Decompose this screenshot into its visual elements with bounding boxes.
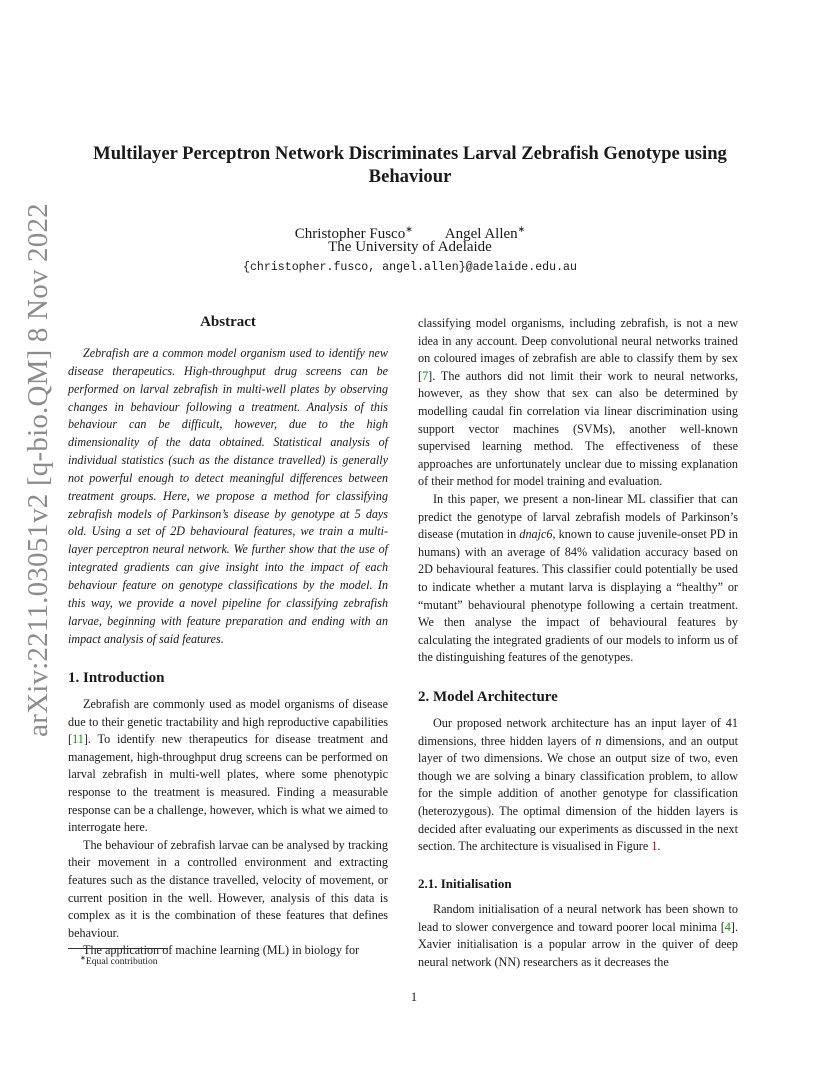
paragraph: classifying model organisms, including zebrafish, is not a new idea in any account. Deep convolutional neural networks trained on coloured images of zebrafish are able to classify them by sex [7]. The authors did not limit their work to neural networks, however, as they show that sex can also be determined by modelling caudal fin correlation via linear discrimination using support vector machines (SVMs), another well-known supervised learning method. The effectiveness of these approaches are unfortunately unclear due to missing explanation of their method for model training and evaluation.	[418, 316, 738, 489]
abstract-body	[68, 345, 388, 648]
author-mark: ∗	[517, 224, 526, 234]
subsection-heading-initialisation: 2.1. Initialisation	[418, 876, 512, 891]
abstract-text: Zebrafish are a common model organism used to identify new disease therapeutics. High-throughput drug screens can be performed on larval zebrafish in multi-well plates by observing changes in behaviour following a treatment. Analysis of this behaviour can be difficult, however, due to the high dimensionality of the data obtained. Statistical analysis of individual statistics (such as the distance travelled) is generally not powerful enough to detect meaningful differences between treatment groups. Here, we propose a method for classifying zebrafish models of Parkinson’s disease by genotype at 5 days old. Using a set of 2D behavioural features, we train a multi-layer perceptron neural network. We further show that the use of integrated gradients can give insight into the impact of each behaviour feature on genotype classifications by the model. In this way, we provide a novel pipeline for classifying zebrafish larvae, beginning with feature preparation and ending with an impact analysis of said features.	[68, 346, 388, 646]
paragraph: Random initialisation of a neural network has been shown to lead to slower convergence and toward poorer local minima [4]. Xavier initialisation is a popular arrow in the quiver of deep neural network (NN) researchers as it decreases the	[418, 902, 738, 969]
citation-link[interactable]: 7	[422, 368, 429, 383]
abstract-heading: Abstract	[200, 314, 256, 330]
paragraph: In this paper, we present a non-linear ML classifier that can predict the genotype of larval zebrafish models of Parkinson’s disease (mutation in dnajc6, known to cause juvenile-onset PD in humans) with an average of 84% validation accuracy based on 2D behavioural features. This classifier could potentially be used to indicate whether a mutant larva is displaying a “healthy” or “mutant” behavioural phenotype following a certain treatment. We then analyse the impact of behavioural features by calculating the integrated gradients of our models to inform us of the distinguishing features of the genotypes.	[418, 491, 738, 665]
paper-title: Multilayer Perceptron Network Discriminates Larval Zebrafish Genotype using Behaviour	[93, 143, 727, 187]
arxiv-stamp: arXiv:2211.03051v2 [q-bio.QM] 8 Nov 2022	[22, 203, 54, 737]
affiliation: The University of Adelaide	[328, 239, 492, 255]
author-mark: ∗	[405, 224, 413, 234]
footnote: ∗Equal contribution	[80, 954, 158, 967]
paragraph: The behaviour of zebrafish larvae can be analysed by tracking their movement in a controlled environment and extracting features such as the distance travelled, velocity of movement, or current position in the well. However, analysis of this data is complex as it is the combination of these features that defines behaviour.	[68, 837, 388, 940]
right-column-body	[418, 315, 738, 667]
paragraph: Our proposed network architecture has an input layer of 41 dimensions, three hidden layers of n dimensions, and an output layer of two dimensions. We chose an output size of two, even though we are solving a binary classification problem, to allow for the simple addition of another genotype for classification (heterozygous). The optimal dimension of the hidden layers is decided after evaluating our experiments as discussed in the next section. The architecture is visualised in Figure 1.	[418, 716, 738, 854]
introduction-body	[68, 696, 388, 960]
author-name: Angel Allen	[444, 226, 518, 242]
model-architecture-body	[418, 715, 738, 856]
footnote-rule	[68, 948, 168, 949]
citation-link[interactable]: 4	[724, 919, 731, 934]
initialisation-body	[418, 901, 738, 971]
gene-name: dnajc6	[519, 527, 553, 542]
paragraph: The application of machine learning (ML) in biology for	[83, 943, 360, 958]
page-number: 1	[410, 990, 418, 1004]
math-variable: n	[595, 733, 602, 748]
author-name: Christopher Fusco	[294, 226, 406, 242]
section-heading-introduction: 1. Introduction	[68, 670, 165, 686]
author-email: {christopher.fusco, angel.allen}@adelaide.edu.au	[243, 261, 577, 274]
citation-link[interactable]: 11	[72, 732, 84, 747]
figure-link[interactable]: 1	[651, 839, 658, 854]
paragraph: Zebrafish are commonly used as model organisms of disease due to their genetic tractability and high reproductive capabilities [11]. To identify new therapeutics for disease treatment and management, high-throughput drug screens can be performed on larval zebrafish in multi-well plates, where some phenotypic response to the treatment is measured. Finding a measurable response can be a challenge, however, which is what we aimed to interrogate here.	[68, 697, 388, 835]
section-heading-model-architecture: 2. Model Architecture	[418, 689, 558, 705]
